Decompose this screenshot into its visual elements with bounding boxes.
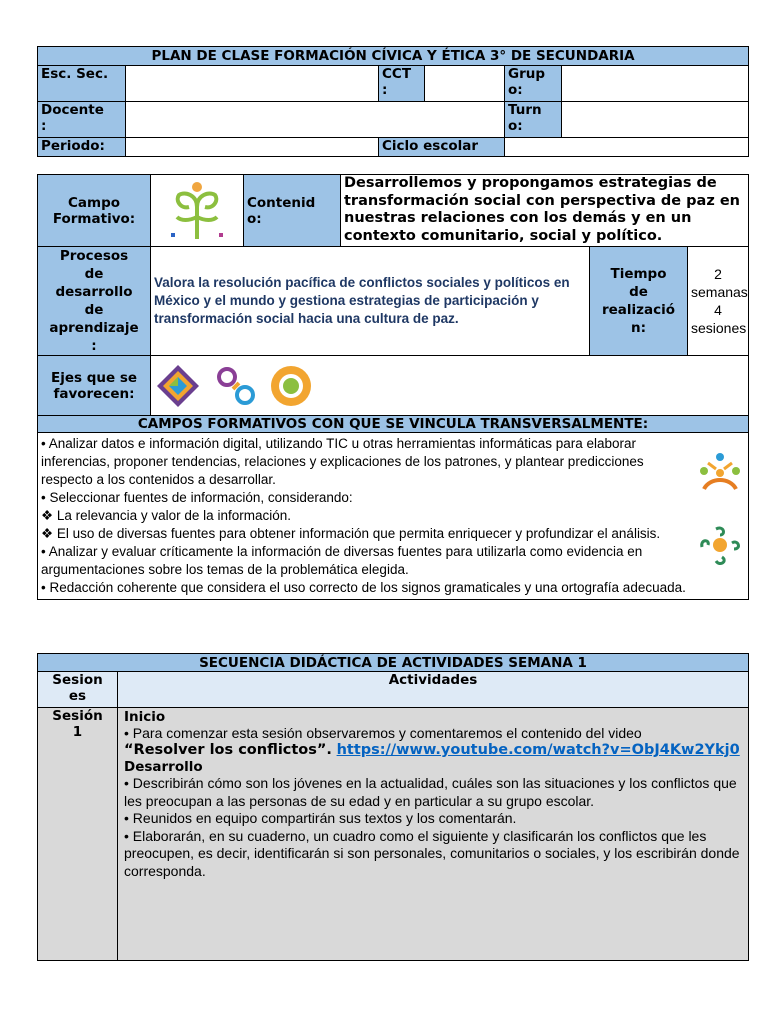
tiempo-label: Tiempo de realizació n: [590,247,688,356]
desarrollo-item: • Describirán cómo son los jóvenes en la actualidad, cuáles son las situaciones y los conflictos que les preocupan a las personas de su edad y en particular a su grupo escolar. [124,775,737,809]
ciclo-field[interactable] [505,138,749,157]
ejes-icons [151,356,749,416]
transversal-item: • Redacción coherente que considera el uso correcto de los signos gramaticales y una ortografía adecuada. [41,580,686,595]
cct-label: CCT : [379,66,425,102]
header-table [37,46,749,157]
desarrollo-heading: Desarrollo [124,759,203,775]
circle-rings-icon [268,363,314,409]
col-sesiones: Sesion es [38,672,118,708]
video-reference [124,741,742,759]
sequence-title: SECUENCIA DIDÁCTICA DE ACTIVIDADES SEMANA 1 [38,654,749,672]
desarrollo-item: • Reunidos en equipo compartirán sus textos y los comentarán. [124,810,517,826]
campo-logo [151,175,244,247]
transversal-item: • Analizar y evaluar críticamente la información de diversas fuentes para utilizarla como evidencia en argumentaciones sobre los temas de la problemática elegida. [41,544,643,577]
contenido-text: Desarrollemos y propongamos estrategias de transformación social con perspectiva de paz en nuestras relaciones con los demás y en un contexto comunitario, social y político. [341,175,749,247]
transversal-list [38,433,749,600]
grupo-label: Grup o: [505,66,562,102]
desarrollo-item: • Elaborarán, en su cuaderno, un cuadro como el siguiente y clasificarán los conflictos que les preocupen, es decir, identificarán si son personales, comunitarios o sociales, y los escribirán donde corresponda. [124,827,740,879]
procesos-text: Valora la resolución pacífica de conflictos sociales y políticos en México y el mundo y gestiona estrategias de participación y transformación social hacia una cultura de paz. [151,247,590,356]
docente-field[interactable] [126,102,505,138]
plan-table [37,174,749,600]
swirl-dots-icon [696,521,744,569]
campo-label: Campo Formativo: [38,175,151,247]
video-link[interactable]: https://www.youtube.com/watch?v=ObJ4Kw2Ykj0 [336,742,740,758]
transversal-item: ❖ El uso de diversas fuentes para obtener información que permita enriquecer y profundizar el análisis. [41,526,661,541]
esc-sec-label: Esc. Sec. [38,66,126,102]
cct-field[interactable] [425,66,505,102]
turno-label: Turn o: [505,102,562,138]
esc-sec-field[interactable] [126,66,379,102]
transversal-title: CAMPOS FORMATIVOS CON QUE SE VINCULA TRANSVERSALMENTE: [38,416,749,433]
session-1-label: Sesión 1 [38,708,118,961]
plan-title: PLAN DE CLASE FORMACIÓN CÍVICA Y ÉTICA 3° DE SECUNDARIA [38,47,749,66]
col-actividades: Actividades [118,672,749,708]
ejes-label: Ejes que se favorecen: [38,356,151,416]
turno-field[interactable] [562,102,749,138]
inicio-text: • Para comenzar esta sesión observaremos y comentaremos el contenido del video [124,725,642,741]
periodo-label: Periodo: [38,138,126,157]
transversal-item: • Analizar datos e información digital, utilizando TIC u otras herramientas informáticas para elaborar inferencias, proponer tendencias, relaciones y explicaciones de los patrones, y plantear predicciones respecto a los contenidos a desarrollar. [41,436,644,487]
docente-label: Docente : [38,102,126,138]
grupo-field[interactable] [562,66,749,102]
periodo-field[interactable] [126,138,379,157]
sequence-table [37,653,749,961]
human-figure-icon [167,177,227,241]
tiempo-value: 2 semanas 4 sesiones [688,247,749,356]
video-title: “Resolver los conflictos”. [124,742,332,758]
contenido-label: Contenid o: [244,175,341,247]
link-circles-icon [213,363,259,409]
session-1-activities [118,708,749,961]
diamond-puzzle-icon [155,363,201,409]
transversal-item: • Seleccionar fuentes de información, considerando: [41,490,353,505]
procesos-label: Procesos de desarrollo de aprendizaje : [38,247,151,356]
transversal-item: ❖ La relevancia y valor de la información. [41,508,291,523]
inicio-heading: Inicio [124,709,166,725]
ciclo-label: Ciclo escolar [379,138,505,157]
people-circle-icon [696,449,744,497]
